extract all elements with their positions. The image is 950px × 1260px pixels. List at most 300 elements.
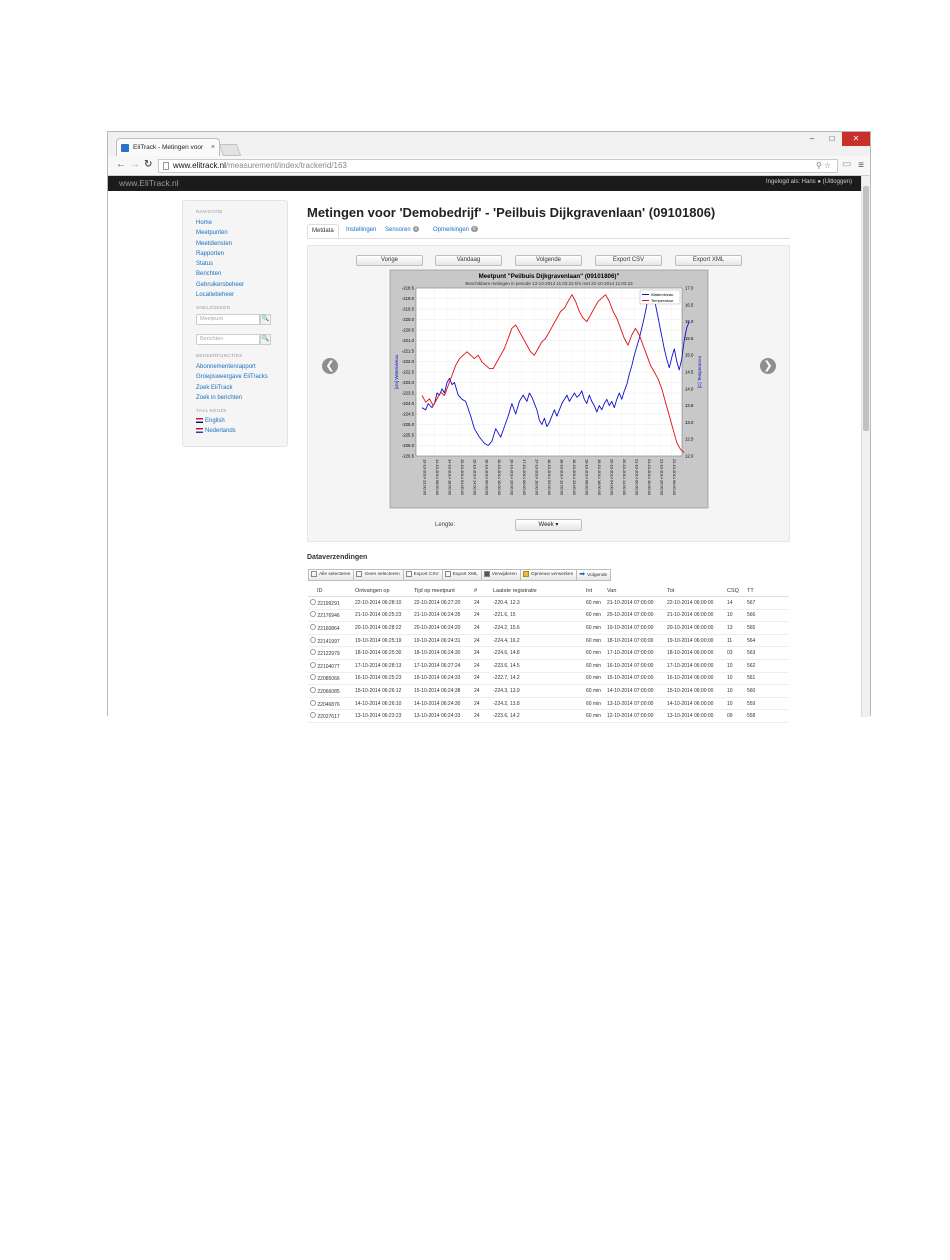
table-cell	[412, 597, 472, 610]
x-tick-label: 20-10-2014 04:00:00	[609, 459, 615, 496]
tab-sensoren[interactable]	[381, 224, 423, 238]
maximize-icon[interactable]: □	[829, 134, 835, 143]
x-tick-label: 18-10-2014 22:00:00	[572, 459, 578, 496]
y-left-tick-label: -226.0	[401, 443, 414, 448]
x-tick-label: 16-10-2014 10:00:00	[497, 459, 503, 496]
column-header-id[interactable]: ID	[308, 585, 353, 597]
cell-text: 17-10-2014 06:00:00	[667, 662, 714, 669]
sidebar-item-groepsweergave[interactable]: Groepsweergave EliTracks	[196, 374, 268, 380]
cell-text: 60 min	[586, 687, 602, 694]
berichten-search-input[interactable]: Berichten	[196, 334, 260, 345]
table-cell	[412, 710, 472, 723]
star-icon[interactable]: ☆	[823, 161, 833, 170]
nav-heading: NAVIGATIE	[196, 210, 223, 215]
scrollbar-thumb[interactable]	[863, 186, 869, 431]
export-icon	[445, 571, 451, 577]
log-next-label: Volgende	[587, 573, 608, 578]
table-cell	[665, 685, 725, 698]
table-cell	[725, 659, 745, 672]
cell-text: 16-10-2014 06:00:00	[667, 675, 714, 682]
cell-text: -223.6, 14.2	[493, 713, 520, 720]
table-row[interactable]	[308, 710, 789, 723]
sidebar-item-meetpunten[interactable]: Meetpunten	[196, 230, 228, 236]
cell-text: 16-10-2014 07:00:00	[607, 662, 654, 669]
table-cell	[584, 597, 605, 610]
table-cell	[308, 622, 353, 635]
reprocess-label: Opnieuw verwerken	[530, 572, 574, 577]
y-left-tick-label: -224.5	[401, 411, 414, 417]
table-cell	[472, 634, 491, 647]
row-select-icon[interactable]	[310, 611, 316, 617]
measurement-chart	[390, 270, 708, 508]
length-select[interactable]: Week ▾	[515, 519, 582, 531]
language-english-label: English	[205, 418, 225, 425]
select-all-button[interactable]	[308, 569, 354, 581]
cell-text: 15-10-2014 07:00:00	[607, 675, 654, 682]
cell-text: 11	[727, 637, 733, 644]
tab-instellingen[interactable]	[342, 224, 380, 238]
cell-text: 10	[727, 662, 733, 669]
table-cell	[491, 697, 584, 710]
cell-text: 24	[474, 599, 480, 606]
cell-text: 16-10-2014 06:24:33	[414, 675, 461, 682]
next-button[interactable]: Volgende	[515, 255, 582, 266]
cell-text: 22046876	[317, 701, 340, 708]
omnibox-icons	[816, 160, 833, 172]
cell-text: -222.7, 14.2	[493, 675, 520, 682]
sidebar-item-gebruikersbeheer[interactable]: Gebruikersbeheer	[196, 282, 245, 288]
table-cell	[491, 634, 584, 647]
row-select-icon[interactable]	[310, 674, 316, 680]
y-left-tick-label: -223.5	[401, 390, 414, 396]
x-tick-label: 15-10-2014 04:00:00	[459, 459, 465, 496]
table-cell	[745, 609, 789, 622]
cell-text: 60 min	[586, 612, 602, 619]
table-cell	[412, 634, 472, 647]
table-cell	[584, 609, 605, 622]
column-header-ontvangen[interactable]: Ontvangen op	[353, 585, 412, 597]
log-export-xml-label: Export XML	[452, 572, 478, 577]
cell-text: -223.6, 14.5	[493, 662, 520, 669]
log-export-csv-button[interactable]	[403, 569, 443, 581]
row-select-icon[interactable]	[310, 624, 316, 630]
sidebar-item-meetdiensten[interactable]: Meetdiensten	[196, 241, 233, 247]
table-cell	[491, 609, 584, 622]
sidebar-item-abonnementenrapport[interactable]: Abonnementenrapport	[196, 364, 256, 370]
reprocess-button[interactable]	[520, 569, 577, 581]
cell-text: 22027617	[317, 714, 340, 721]
log-next-button[interactable]	[576, 569, 611, 581]
cell-text: 10	[727, 612, 733, 619]
y-right-tick-label: 16.0	[685, 319, 694, 325]
cell-text: 19-10-2014 06:00:00	[667, 637, 714, 644]
row-select-icon[interactable]	[310, 700, 316, 706]
y-left-tick-label: -221.5	[401, 348, 414, 354]
table-cell	[472, 609, 491, 622]
language-english[interactable]	[196, 418, 225, 424]
data-log-toolbar	[308, 569, 610, 581]
page-title: Metingen voor 'Demobedrijf' - 'Peilbuis Dijkgravenlaan' (09101806)	[307, 205, 716, 220]
x-tick-label: 14-10-2014 08:00:00	[434, 459, 440, 496]
minimize-icon[interactable]: –	[809, 134, 815, 143]
table-cell	[665, 622, 725, 635]
page-scrollbar[interactable]	[861, 176, 870, 717]
table-row[interactable]	[308, 634, 789, 647]
checkbox-empty-icon	[356, 571, 362, 577]
table-cell	[605, 672, 665, 685]
berichten-search-button[interactable]: 🔍	[260, 334, 271, 345]
column-header-int[interactable]: Int	[584, 585, 605, 597]
table-cell	[584, 672, 605, 685]
cell-text: 18-10-2014 06:25:30	[355, 650, 402, 657]
menu-icon[interactable]: ≡	[858, 160, 864, 171]
table-cell	[472, 710, 491, 723]
table-cell	[353, 710, 412, 723]
x-tick-label: 16-10-2014 00:00:00	[484, 459, 490, 496]
search-icon[interactable]: ⚲	[815, 161, 824, 170]
table-cell	[353, 685, 412, 698]
column-header-count[interactable]: #	[472, 585, 491, 597]
cell-text: 18-10-2014 07:00:00	[607, 637, 654, 644]
cell-text: 22141997	[317, 638, 340, 645]
sidebar-item-zoek-berichten[interactable]: Zoek in berichten	[196, 395, 243, 401]
cell-text: 563	[747, 650, 756, 657]
favicon-icon	[121, 144, 129, 152]
tab-sensoren-label: Sensoren	[385, 227, 411, 233]
x-tick-label: 21-10-2014 00:00:00	[634, 459, 640, 496]
search-heading: SNELZOEKEN	[196, 306, 231, 311]
today-button[interactable]: Vandaag	[435, 255, 502, 266]
row-select-icon[interactable]	[310, 637, 316, 643]
reprocess-icon	[523, 571, 529, 577]
y-left-tick-label: -222.5	[401, 369, 414, 375]
cell-text: 09	[727, 713, 733, 720]
y-left-tick-label: -219.0	[401, 296, 414, 301]
forward-icon[interactable]: →	[130, 159, 140, 170]
row-select-icon[interactable]	[310, 687, 316, 693]
cell-text: 21-10-2014 07:00:00	[607, 599, 654, 606]
sidebar-item-locatiebeheer[interactable]: Locatiebeheer	[196, 292, 235, 298]
delete-button[interactable]	[481, 569, 521, 581]
column-header-laatste[interactable]: Laatste registratie	[491, 585, 584, 597]
table-cell	[605, 634, 665, 647]
cell-text: 13-10-2014 06:00:00	[667, 713, 714, 720]
column-header-tt[interactable]: TT	[745, 585, 789, 597]
table-row[interactable]	[308, 597, 789, 610]
legend-waterniveau-label: Waterniveau	[651, 292, 674, 297]
y-left-tick-label: -222.0	[401, 359, 414, 364]
table-cell	[605, 597, 665, 610]
meetpunt-search-input[interactable]: Meetpunt	[196, 314, 260, 325]
row-select-icon[interactable]	[310, 662, 316, 668]
table-cell	[584, 647, 605, 660]
table-cell	[491, 710, 584, 723]
cell-text: 24	[474, 713, 480, 720]
cell-text: 10	[727, 687, 733, 694]
table-cell	[725, 622, 745, 635]
y-right-tick-label: 15.5	[685, 335, 694, 341]
cell-text: 14-10-2014 06:26:10	[355, 700, 402, 707]
y-right-tick-label: 13.5	[685, 403, 694, 409]
sensoren-count-badge: 2	[414, 226, 418, 232]
cell-text: 13-10-2014 07:00:00	[607, 700, 654, 707]
tab-opmerkingen[interactable]	[429, 224, 482, 238]
sidebar-item-rapporten[interactable]: Rapporten	[196, 251, 225, 257]
cell-text: 18-10-2014 06:24:30	[414, 650, 461, 657]
table-cell	[605, 659, 665, 672]
cell-text: 24	[474, 662, 480, 669]
table-cell	[584, 659, 605, 672]
row-select-icon[interactable]	[310, 599, 316, 605]
cell-text: 19-10-2014 07:00:00	[607, 624, 654, 631]
cell-text: 20-10-2014 06:00:00	[667, 624, 714, 631]
table-cell	[745, 634, 789, 647]
table-cell	[491, 659, 584, 672]
table-cell	[353, 609, 412, 622]
sidebar-item-status[interactable]: Status	[196, 261, 214, 267]
table-cell	[605, 685, 665, 698]
cell-text: 15-10-2014 06:24:38	[414, 687, 461, 694]
cell-text: 24	[474, 650, 480, 657]
cell-text: 60 min	[586, 713, 602, 720]
previous-button[interactable]: Vorige	[356, 255, 423, 266]
table-row[interactable]	[308, 672, 789, 685]
y-left-tick-label: -226.5	[401, 453, 414, 459]
table-row[interactable]	[308, 647, 789, 660]
table-cell	[605, 710, 665, 723]
table-cell	[308, 710, 353, 723]
browser-tab[interactable]	[116, 138, 220, 156]
tab-metdata[interactable]	[307, 224, 339, 238]
cell-text: 60 min	[586, 624, 602, 631]
y-left-tick-label: -225.0	[401, 422, 414, 427]
y-left-tick-label: -224.0	[401, 401, 414, 406]
sidebar-item-berichten[interactable]: Berichten	[196, 271, 222, 277]
cell-text: 24	[474, 637, 480, 644]
table-cell	[745, 672, 789, 685]
language-dutch[interactable]	[196, 428, 236, 434]
x-tick-label: 20-10-2014 14:00:00	[622, 459, 628, 496]
log-export-csv-label: Export CSV	[413, 572, 439, 577]
cell-text: 20-10-2014 06:24:20	[414, 624, 461, 631]
previous-arrow-icon[interactable]: ❮	[322, 358, 338, 374]
data-log-title: Dataverzendingen	[307, 554, 368, 561]
cell-text: 18-10-2014 06:00:00	[667, 650, 714, 657]
back-icon[interactable]: ←	[116, 159, 126, 170]
x-tick-label: 17-10-2014 16:00:00	[534, 459, 540, 496]
address-host: www.elitrack.nl	[173, 161, 226, 170]
x-tick-label: 18-10-2014 12:00:00	[559, 459, 565, 496]
cell-text: 566	[747, 612, 756, 619]
table-cell	[412, 697, 472, 710]
chart-panel	[307, 245, 790, 542]
table-cell	[725, 697, 745, 710]
cell-text: 60 min	[586, 637, 602, 644]
column-header-csq[interactable]: CSQ	[725, 585, 745, 597]
table-cell	[308, 697, 353, 710]
data-log-body	[308, 597, 789, 723]
table-row[interactable]	[308, 622, 789, 635]
cell-text: 558	[747, 713, 756, 720]
y-right-tick-label: 13.0	[685, 419, 694, 425]
close-window-icon[interactable]: ✕	[842, 132, 870, 146]
delete-label: Verwijderen	[491, 572, 517, 577]
page-icon	[163, 162, 169, 170]
y-left-tick-label: -221.0	[401, 338, 414, 343]
sidebar-item-home[interactable]: Home	[196, 220, 213, 226]
uk-flag-icon	[196, 418, 203, 423]
table-cell	[725, 597, 745, 610]
table-row[interactable]	[308, 685, 789, 698]
table-cell	[472, 622, 491, 635]
site-brand[interactable]: www.EliTrack.nl	[119, 178, 179, 188]
tab-metdata-label: Metdata	[312, 228, 334, 234]
table-cell	[665, 710, 725, 723]
cell-text: 16-10-2014 06:25:23	[355, 675, 402, 682]
tab-opmerkingen-label: Opmerkingen	[433, 227, 470, 233]
cell-text: 22-10-2014 06:00:00	[667, 599, 714, 606]
cell-text: 13-10-2014 06:23:23	[355, 713, 402, 720]
row-select-icon[interactable]	[310, 649, 316, 655]
table-cell	[308, 634, 353, 647]
table-cell	[725, 685, 745, 698]
login-status[interactable]: Ingelogd als: Hans ● (Uitloggen)	[765, 179, 852, 185]
table-cell	[745, 622, 789, 635]
close-tab-icon[interactable]: ×	[210, 144, 215, 151]
opmerkingen-count-badge: 0	[473, 226, 476, 232]
table-cell	[745, 659, 789, 672]
extension-icon[interactable]: ▭	[842, 159, 852, 170]
cell-text: 22160864	[317, 625, 340, 632]
column-header-van[interactable]: Van	[605, 585, 665, 597]
tab-strip	[108, 132, 870, 156]
cell-text: 60 min	[586, 599, 602, 606]
address-bar[interactable]	[158, 159, 838, 173]
cell-text: -220.4, 12.3	[493, 599, 520, 606]
table-row[interactable]	[308, 659, 789, 672]
y-left-tick-label: -219.5	[401, 306, 414, 312]
cell-text: 14	[727, 599, 733, 606]
select-none-button[interactable]	[353, 569, 403, 581]
new-tab-button[interactable]	[219, 144, 241, 156]
table-cell	[491, 672, 584, 685]
table-cell	[605, 697, 665, 710]
table-header-row	[308, 585, 789, 597]
length-label: Lengte:	[435, 522, 456, 528]
select-all-label: Alle selecteren	[319, 572, 351, 577]
reload-icon[interactable]: ↻	[144, 159, 153, 170]
sidebar-item-zoek-elitrack[interactable]: Zoek EliTrack	[196, 385, 233, 391]
cell-text: 21-10-2014 06:24:35	[414, 612, 461, 619]
extra-heading: BEHEERFUNCTIES	[196, 354, 243, 359]
checkbox-checked-icon	[311, 571, 317, 577]
table-row[interactable]	[308, 609, 789, 622]
table-cell	[353, 597, 412, 610]
cell-text: -224.6, 14.8	[493, 650, 520, 657]
table-cell	[745, 697, 789, 710]
x-tick-label: 16-10-2014 20:00:00	[509, 459, 515, 496]
table-cell	[725, 609, 745, 622]
cell-text: 13	[727, 624, 733, 631]
cell-text: 22-10-2014 06:28:10	[355, 599, 402, 606]
legend-temperatuur-label: Temperatuur	[651, 298, 674, 303]
cell-text: 20-10-2014 06:28:22	[355, 624, 402, 631]
cell-text: 560	[747, 687, 756, 694]
y-left-tick-label: -225.5	[401, 432, 414, 438]
tab-instellingen-label: Instellingen	[346, 227, 377, 233]
cell-text: 19-10-2014 06:24:31	[414, 637, 461, 644]
cell-text: 60 min	[586, 650, 602, 657]
y-left-tick-label: -220.5	[401, 327, 414, 333]
cell-text: 22199291	[317, 600, 340, 607]
table-cell	[472, 685, 491, 698]
meetpunt-search-button[interactable]: 🔍	[260, 314, 271, 325]
y-right-tick-label: 17.0	[685, 285, 694, 291]
table-cell	[353, 622, 412, 635]
export-csv-button[interactable]: Export CSV	[595, 255, 662, 266]
browser-toolbar	[108, 156, 870, 176]
y-right-tick-label: 15.0	[685, 352, 694, 358]
x-tick-label: 18-10-2014 02:00:00	[547, 459, 553, 496]
cell-text: 22-10-2014 06:27:20	[414, 599, 461, 606]
column-header-tot[interactable]: Tot	[665, 585, 725, 597]
x-tick-label: 13-10-2014 22:00:00	[422, 459, 428, 496]
cell-text: 14-10-2014 07:00:00	[607, 687, 654, 694]
column-header-tijd[interactable]: Tijd op meetpunt	[412, 585, 472, 597]
table-cell	[308, 685, 353, 698]
cell-text: 17-10-2014 06:27:24	[414, 662, 461, 669]
cell-text: 13-10-2014 06:24:33	[414, 713, 461, 720]
table-cell	[491, 647, 584, 660]
table-cell	[353, 659, 412, 672]
table-cell	[665, 647, 725, 660]
cell-text: -224.2, 13.8	[493, 700, 520, 707]
window-controls	[802, 132, 870, 146]
cell-text: 14-10-2014 06:24:30	[414, 700, 461, 707]
export-icon	[406, 571, 412, 577]
table-cell	[605, 647, 665, 660]
table-cell	[308, 609, 353, 622]
table-cell	[412, 622, 472, 635]
table-cell	[491, 685, 584, 698]
table-cell	[353, 672, 412, 685]
language-heading: TAAL KEUZE	[196, 409, 227, 414]
cell-text: 24	[474, 612, 480, 619]
table-row[interactable]	[308, 697, 789, 710]
log-export-xml-button[interactable]	[442, 569, 482, 581]
table-cell	[584, 634, 605, 647]
x-tick-label: 19-10-2014 08:00:00	[584, 459, 590, 496]
next-arrow-icon[interactable]: ❯	[760, 358, 776, 374]
cell-text: 10	[727, 675, 733, 682]
row-select-icon[interactable]	[310, 712, 316, 718]
cell-text: 22122979	[317, 651, 340, 658]
table-cell	[472, 672, 491, 685]
table-cell	[308, 659, 353, 672]
export-xml-button[interactable]: Export XML	[675, 255, 742, 266]
table-cell	[308, 672, 353, 685]
x-tick-label: 17-10-2014 06:00:00	[522, 459, 528, 496]
table-cell	[725, 634, 745, 647]
cell-text: 562	[747, 662, 756, 669]
y-left-tick-label: -220.0	[401, 317, 414, 322]
y-axis-left-label: [cm] Waterniveau	[394, 354, 399, 390]
cell-text: 20-10-2014 07:00:00	[607, 612, 654, 619]
table-cell	[353, 697, 412, 710]
cell-text: 24	[474, 700, 480, 707]
cell-text: 03	[727, 650, 733, 657]
table-cell	[745, 597, 789, 610]
